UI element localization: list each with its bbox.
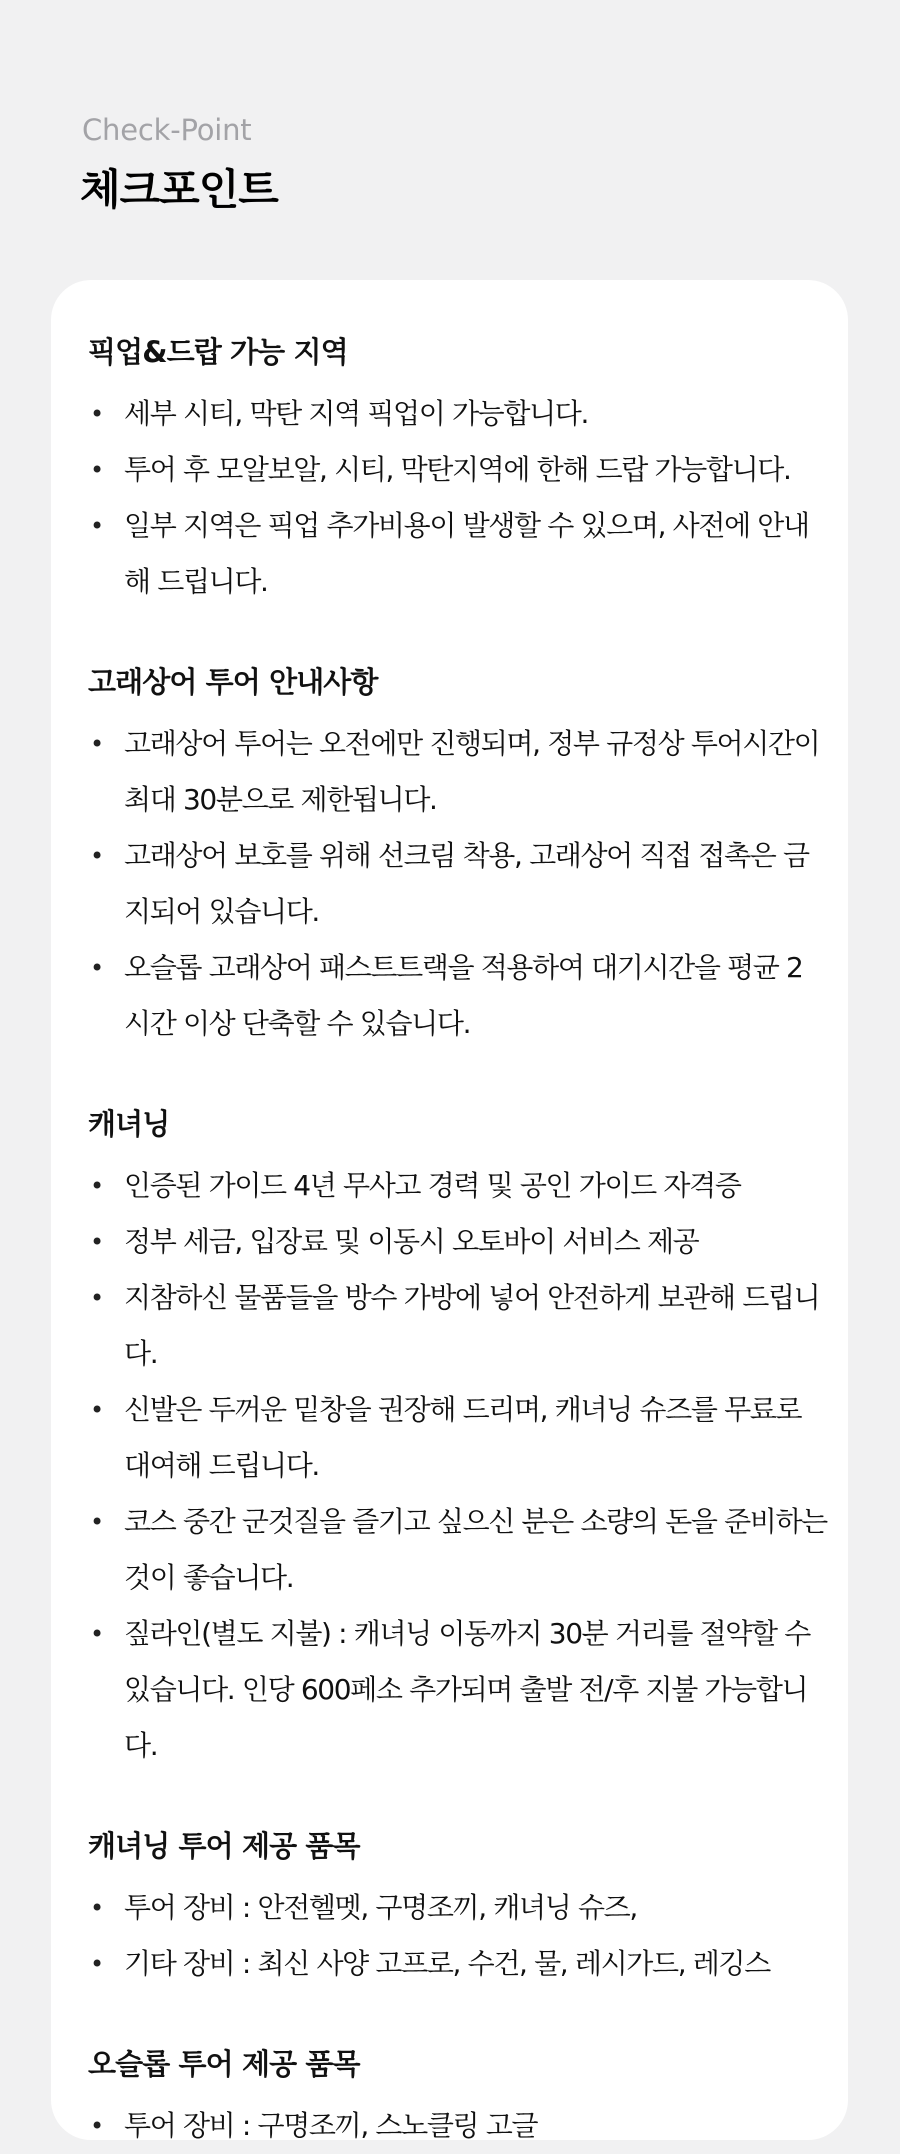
list-item-text: 정부 세금, 입장료 및 이동시 오토바이 서비스 제공	[124, 1225, 699, 1258]
list-item	[88, 716, 828, 828]
pickup-drop-list	[88, 386, 828, 610]
list-item	[88, 498, 828, 610]
bullet-icon: •	[90, 1894, 103, 1922]
list-item	[88, 828, 828, 940]
bullet-icon: •	[90, 512, 103, 540]
bullet-icon: •	[90, 456, 103, 484]
bullet-icon: •	[90, 1620, 103, 1648]
oslob-items-section	[88, 2044, 828, 2154]
list-item	[88, 1606, 828, 1774]
list-item	[88, 1382, 828, 1494]
bullet-icon: •	[90, 1396, 103, 1424]
bullet-icon: •	[90, 1172, 103, 1200]
list-item	[88, 442, 828, 498]
bullet-icon: •	[90, 1508, 103, 1536]
bullet-icon: •	[90, 842, 103, 870]
list-item-text: 짚라인(별도 지불) : 캐녀닝 이동까지 30분 거리를 절약할 수 있습니다. 인당 600페소 추가되며 출발 전/후 지불 가능합니다.	[124, 1617, 810, 1762]
page-title: 체크포인트	[80, 165, 278, 214]
oslob-items-list	[88, 2098, 828, 2154]
list-item-text: 고래상어 투어는 오전에만 진행되며, 정부 규정상 투어시간이 최대 30분으로 제한됩니다.	[124, 727, 820, 816]
list-item-text: 세부 시티, 막탄 지역 픽업이 가능합니다.	[124, 397, 589, 430]
list-item	[88, 1270, 828, 1382]
list-item	[88, 1158, 828, 1214]
list-item-text: 고래상어 보호를 위해 선크림 착용, 고래상어 직접 접촉은 금지되어 있습니다.	[124, 839, 809, 928]
checkpoint-card	[51, 280, 848, 2140]
section-title: 오슬롭 투어 제공 품목	[88, 2047, 360, 2081]
list-item-text: 지참하신 물품들을 방수 가방에 넣어 안전하게 보관해 드립니다.	[124, 1281, 820, 1370]
bullet-icon: •	[90, 400, 103, 428]
whale-shark-list	[88, 716, 828, 1052]
section-title: 캐녀닝	[88, 1107, 170, 1141]
canyoning-section	[88, 1104, 828, 1774]
list-item-text: 기타 장비 : 최신 사양 고프로, 수건, 물, 레시가드, 레깅스	[124, 1947, 770, 1980]
bullet-icon: •	[90, 1950, 103, 1978]
list-item	[88, 1214, 828, 1270]
list-item-text: 일부 지역은 픽업 추가비용이 발생할 수 있으며, 사전에 안내해 드립니다.	[124, 509, 809, 598]
section-eyebrow: Check-Point	[82, 113, 252, 147]
list-item-text: 코스 중간 군것질을 즐기고 싶으신 분은 소량의 돈을 준비하는 것이 좋습니다.	[124, 1505, 827, 1594]
list-item-text: 신발은 두꺼운 밑창을 권장해 드리며, 캐녀닝 슈즈를 무료로 대여해 드립니다.	[124, 1393, 802, 1482]
list-item	[88, 1494, 828, 1606]
list-item	[88, 386, 828, 442]
bullet-icon: •	[90, 954, 103, 982]
section-title: 픽업&드랍 가능 지역	[88, 335, 348, 369]
bullet-icon: •	[90, 1284, 103, 1312]
section-title: 고래상어 투어 안내사항	[88, 665, 378, 699]
bullet-icon: •	[90, 730, 103, 758]
list-item	[88, 1936, 828, 1992]
list-item-text: 오슬롭 고래상어 패스트트랙을 적용하여 대기시간을 평균 2시간 이상 단축할 수 있습니다.	[124, 951, 803, 1040]
bullet-icon: •	[90, 2112, 103, 2140]
list-item-text: 투어 후 모알보알, 시티, 막탄지역에 한해 드랍 가능합니다.	[124, 453, 791, 486]
list-item-text: 투어 장비 : 구명조끼, 스노클링 고글	[124, 2109, 538, 2142]
list-item	[88, 940, 828, 1052]
canyoning-items-list	[88, 1880, 828, 1992]
list-item	[88, 2098, 828, 2154]
canyoning-items-section	[88, 1826, 828, 1992]
list-item-text: 인증된 가이드 4년 무사고 경력 및 공인 가이드 자격증	[124, 1169, 741, 1202]
canyoning-list	[88, 1158, 828, 1774]
list-item	[88, 1880, 828, 1936]
list-item-text: 투어 장비 : 안전헬멧, 구명조끼, 캐녀닝 슈즈,	[124, 1891, 637, 1924]
whale-shark-section	[88, 662, 828, 1052]
bullet-icon: •	[90, 1228, 103, 1256]
pickup-drop-section	[88, 332, 828, 610]
section-title: 캐녀닝 투어 제공 품목	[88, 1829, 360, 1863]
